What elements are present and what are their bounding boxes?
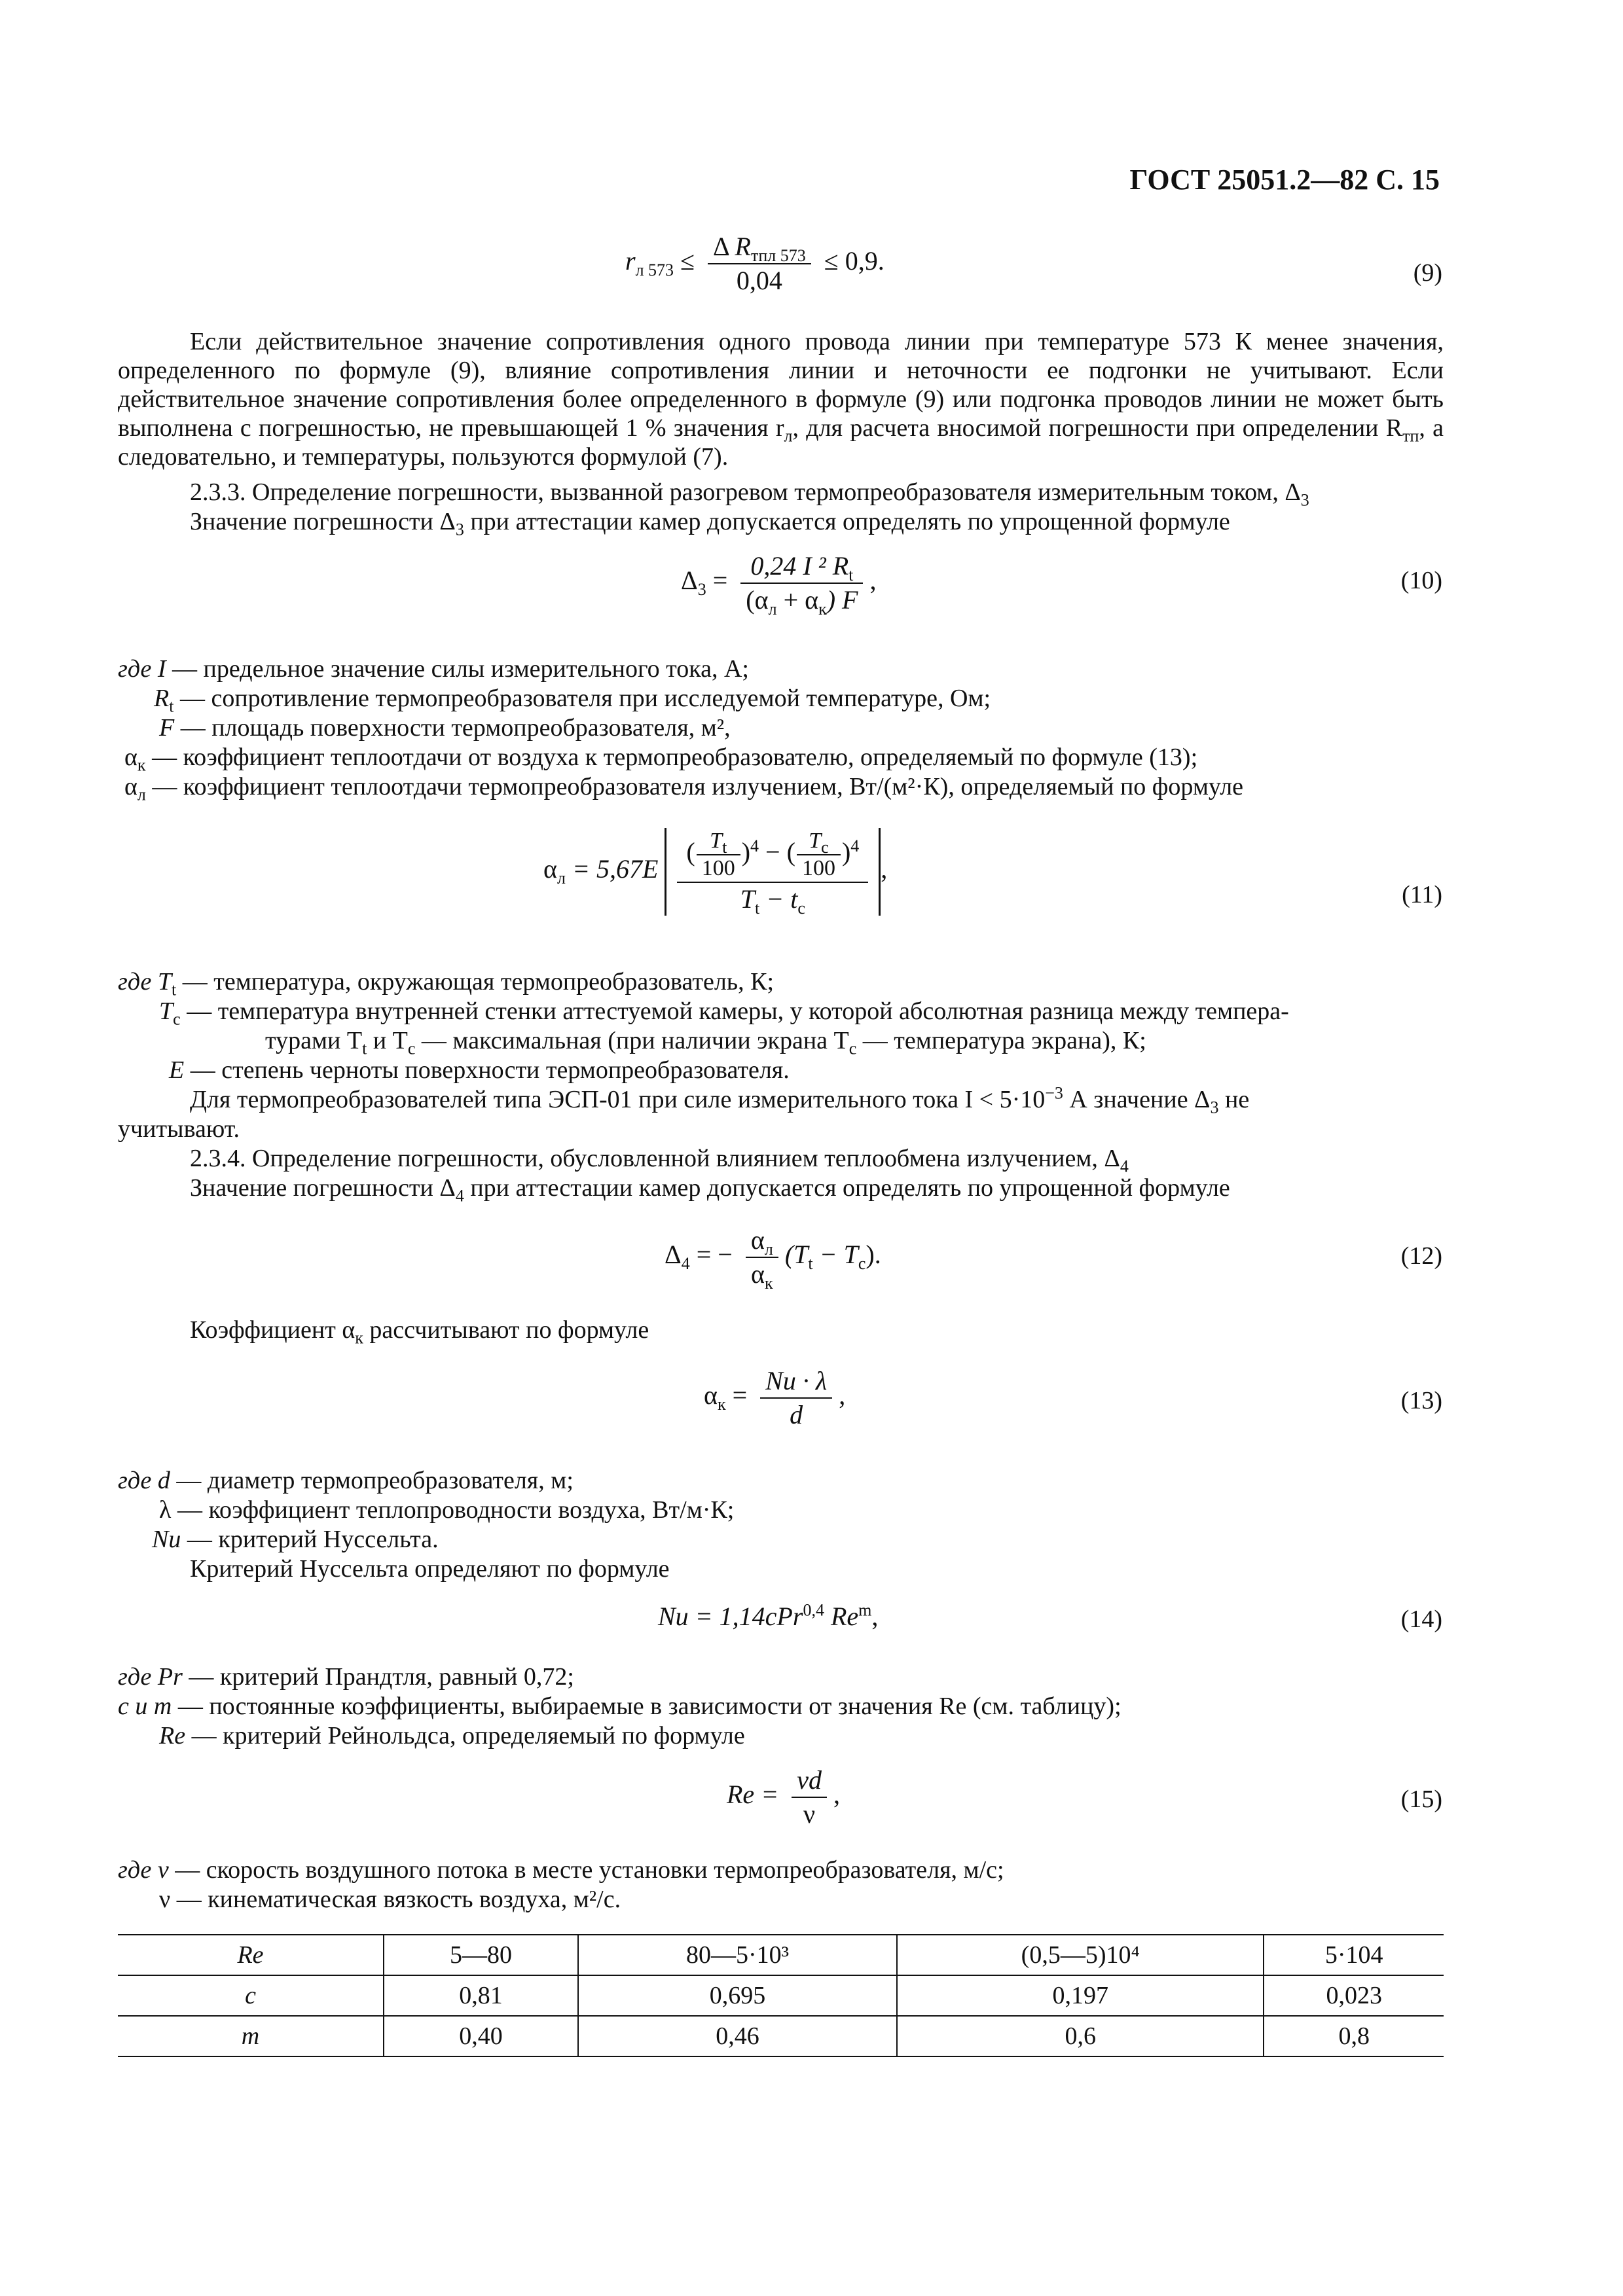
definition-I-symbol: где I — [118, 655, 166, 683]
paragraph-1-text: Если действительное значение сопротивления одного провода линии при температуре 573 К менее значения, определенного по формуле (9), влияние сопротивления линии и неточности ее подгонки не учитывают. Если действительное значение сопротивления более определенного в формуле (9) или подгонка проводов линии не может быть выполнена с погрешностью, не превышающей 1 % значения r — [118, 328, 1444, 442]
equation-number-14: (14) — [1400, 1605, 1442, 1633]
formula-10-denominator — [740, 584, 863, 617]
formula-11-den-sub2: c — [797, 899, 805, 918]
formula-11 — [543, 828, 887, 916]
paragraph-1-sub2: тп — [1402, 426, 1419, 446]
formula-12-tail-sub1: t — [808, 1254, 813, 1274]
formula-10-tail: , — [869, 565, 877, 596]
formula-11-lhs-sub: л — [556, 869, 566, 888]
formula-10-lhs: Δ — [681, 565, 698, 596]
formula-12-tail-mid: − T — [812, 1240, 858, 1270]
table-row-header: m — [118, 2016, 384, 2056]
formula-12-num: α — [750, 1225, 765, 1255]
formula-9-denominator: 0,04 — [736, 266, 782, 295]
definition-I-text: — предельное значение силы измерительного тока, А; — [166, 655, 749, 683]
definition-E-symbol: E — [169, 1056, 185, 1084]
definition-E-text: — степень черноты поверхности термопреобразователя. — [184, 1056, 790, 1084]
formula-13-numerator: Nu · λ — [760, 1365, 832, 1399]
ratio-1-den: 100 — [701, 856, 735, 880]
definition-Rt-symbol: R — [154, 685, 170, 712]
formula-14-sup: 0,4 — [803, 1600, 824, 1620]
formula-12-numerator — [746, 1224, 778, 1258]
definition-Tc-continued — [265, 1026, 1146, 1058]
formula-12-tail: (T — [784, 1240, 809, 1270]
formula-13-eq: = — [732, 1380, 748, 1410]
formula-14-mid: Re — [824, 1602, 859, 1631]
definition-Tt-sub: t — [172, 980, 177, 999]
note-esp01 — [190, 1083, 1250, 1117]
section-2-3-4-sub: 4 — [1120, 1157, 1129, 1176]
table-cell: 0,46 — [578, 2016, 897, 2056]
formula-13-lhs-sub: к — [717, 1395, 726, 1414]
table-cell: 0,695 — [578, 1975, 897, 2016]
definition-lambda — [159, 1496, 734, 1524]
definition-Nu-text: — критерий Нуссельта. — [181, 1526, 439, 1553]
definition-Tc-sub: c — [173, 1009, 181, 1029]
definition-Tc-cont-sub3: c — [848, 1039, 857, 1058]
section-2-3-3-intro-end: при аттестации камер допускается определять по упрощенной формуле — [464, 508, 1230, 535]
definition-alpha-l-sub: л — [137, 785, 146, 804]
definition-Tc-cont-sub1: t — [362, 1039, 367, 1058]
definition-alpha-l — [124, 772, 1244, 804]
ratio-2-sub: c — [821, 837, 829, 857]
definition-Rt-text: — сопротивление термопреобразователя при исследуемой температуре, Ом; — [173, 685, 991, 712]
table-cell: 0,40 — [384, 2016, 578, 2056]
formula-15-denominator: ν — [803, 1799, 816, 1829]
formula-10-eq: = — [712, 565, 728, 596]
definition-v — [118, 1856, 1004, 1884]
table-cell: 80—5·10³ — [578, 1935, 897, 1975]
table-cell: 0,81 — [384, 1975, 578, 2016]
formula-12-tail-end: ). — [866, 1240, 881, 1270]
definition-c-m — [118, 1692, 1122, 1721]
formula-9-numerator — [708, 230, 811, 264]
table-cell: 5·104 — [1264, 1935, 1444, 1975]
formula-9-fraction — [708, 230, 811, 297]
definition-Tt — [118, 967, 775, 999]
definition-Tc-symbol: T — [159, 997, 173, 1025]
formula-12-num-sub: л — [764, 1240, 773, 1259]
formula-12 — [665, 1224, 881, 1291]
formula-9 — [625, 230, 884, 297]
definition-Re-symbol: Re — [159, 1722, 186, 1749]
note-esp01-sup: −3 — [1045, 1083, 1063, 1103]
note-esp01-text: Для термопреобразователей типа ЭСП-01 при силе измерительного тока I < 5·10 — [190, 1086, 1046, 1113]
formula-11-denominator — [677, 883, 868, 916]
formula-12-den: α — [751, 1259, 765, 1289]
definition-F-symbol: F — [159, 714, 175, 742]
formula-12-fraction — [746, 1224, 778, 1291]
definition-alpha-l-text: — коэффициент теплоотдачи термопреобразователя излучением, Вт/(м²·К), определяемый по формуле — [145, 773, 1244, 800]
definition-F-text: — площадь поверхности термопреобразователя, м², — [174, 714, 731, 742]
definition-nu — [159, 1885, 621, 1914]
definition-Rt-sub: t — [169, 696, 174, 716]
formula-11-ratio-2 — [797, 828, 841, 882]
formula-10 — [681, 550, 876, 617]
formula-13-fraction — [760, 1365, 832, 1431]
definition-alpha-k — [124, 743, 1198, 775]
definition-lambda-text: — коэффициент теплопроводности воздуха, Вт/м·К; — [171, 1496, 735, 1524]
note-esp01-cont: учитывают. — [118, 1115, 240, 1143]
definition-Tc-cont-mid2: — максимальная (при наличии экрана T — [415, 1027, 849, 1054]
section-2-3-3-sub: 3 — [1300, 490, 1309, 510]
table-row-header: c — [118, 1975, 384, 2016]
ratio-1-power: 4 — [750, 836, 759, 855]
table-cell: 0,023 — [1264, 1975, 1444, 2016]
section-2-3-3-title — [190, 478, 1309, 510]
formula-11-den-sub1: t — [755, 899, 760, 918]
formula-11-numerator: ( $\frac{T_t}{100}$ )$^4$ − ( $\frac{T_c}{100}$ )$^4$ — [677, 828, 868, 883]
definition-alpha-k-sub: к — [137, 755, 146, 775]
formula-15-numerator: vd — [792, 1764, 827, 1798]
section-2-3-4-intro-sub: 4 — [455, 1186, 464, 1206]
definition-Pr-symbol: где Pr — [118, 1663, 183, 1691]
section-2-3-3-intro-sub: 3 — [455, 520, 464, 539]
formula-12-den-sub: к — [765, 1274, 773, 1293]
formula-11-den-T: T — [740, 884, 755, 914]
note-esp01-sub: 3 — [1210, 1098, 1219, 1117]
table-cell: (0,5—5)10⁴ — [897, 1935, 1264, 1975]
definition-alpha-k-text: — коэффициент теплоотдачи от воздуха к термопреобразователю, определяемый по формуле (13); — [145, 744, 1198, 771]
coefficient-line — [190, 1316, 649, 1348]
formula-10-den-sub2: к — [818, 600, 827, 619]
table-cell: 0,197 — [897, 1975, 1264, 2016]
definition-E — [169, 1056, 790, 1085]
section-2-3-3-text: 2.3.3. Определение погрешности, вызванной разогревом термопреобразователя измерительным током, Δ — [190, 478, 1301, 506]
formula-11-tail: , — [881, 854, 888, 884]
formula-9-rhs: ≤ 0,9. — [824, 246, 884, 276]
formula-10-den-mid: + α — [776, 585, 819, 615]
table-row — [118, 1935, 1444, 1975]
ratio-1-T: T — [710, 829, 723, 853]
table-cell: 0,8 — [1264, 2016, 1444, 2056]
definition-Tc-cont-end: — температура экрана), К; — [856, 1027, 1146, 1054]
formula-15-fraction — [792, 1764, 827, 1831]
definition-Tc-cont-a: турами T — [265, 1027, 363, 1054]
formula-10-den-a: (α — [746, 585, 769, 615]
formula-12-eq: = − — [696, 1240, 733, 1270]
formula-10-den-sub1: л — [768, 600, 777, 619]
coefficients-table — [118, 1934, 1444, 2057]
formula-14-tail: , — [871, 1602, 879, 1631]
formula-11-minus: − — [765, 837, 780, 867]
formula-14 — [658, 1602, 878, 1631]
definition-v-text: — скорость воздушного потока в месте установки термопреобразователя, м/с; — [168, 1856, 1004, 1884]
formula-12-lhs-sub: 4 — [681, 1254, 690, 1274]
ratio-1-sub: t — [722, 837, 727, 857]
formula-11-ratio-1 — [697, 828, 740, 882]
definition-d-symbol: где d — [118, 1467, 170, 1494]
formula-10-den-end: ) F — [826, 585, 858, 615]
paragraph-line-resistance — [118, 327, 1444, 471]
definition-v-symbol: где v — [118, 1856, 169, 1884]
paragraph-1-end: , а следовательно, и температуры, пользуются формулой (7). — [118, 414, 1444, 471]
resistance-symbol: R — [735, 232, 751, 261]
formula-10-fraction — [740, 550, 863, 617]
definition-Nu-symbol: Nu — [152, 1526, 181, 1553]
section-2-3-4-intro — [190, 1174, 1230, 1206]
formula-14-text: Nu = 1,14cPr — [658, 1602, 803, 1631]
definition-d — [118, 1466, 574, 1495]
definition-Nu — [152, 1525, 439, 1554]
equation-number-13: (13) — [1400, 1387, 1442, 1414]
definition-nu-text: — кинематическая вязкость воздуха, м²/с. — [170, 1886, 621, 1913]
definition-Tt-text: — температура, окружающая термопреобразователь, К; — [176, 968, 775, 996]
formula-12-denominator — [746, 1258, 778, 1291]
coefficient-line-sub: к — [355, 1328, 363, 1348]
definition-F — [159, 713, 731, 742]
equation-number-11: (11) — [1402, 881, 1442, 908]
formula-15-tail: , — [833, 1780, 840, 1810]
paragraph-1-tail: , для расчета вносимой погрешности при определении R — [792, 414, 1403, 442]
formula-9-lhs: r — [625, 246, 636, 276]
section-2-3-3-intro-text: Значение погрешности Δ — [190, 508, 456, 535]
delta-symbol: Δ — [713, 232, 729, 261]
ratio-1-num — [697, 828, 740, 855]
section-2-3-4-intro-end: при аттестации камер допускается определять по упрощенной формуле — [464, 1174, 1230, 1202]
definition-d-text: — диаметр термопреобразователя, м; — [170, 1467, 574, 1494]
formula-11-fraction — [677, 828, 868, 916]
definition-Tt-symbol: где T — [118, 968, 172, 996]
definition-Pr — [118, 1662, 574, 1691]
ratio-2-T: T — [809, 829, 822, 853]
paragraph-1-sub: л — [784, 426, 793, 446]
equation-number-9: (9) — [1413, 259, 1442, 287]
nusselt-line: Критерий Нуссельта определяют по формуле — [190, 1555, 670, 1583]
formula-11-absolute-value — [665, 828, 881, 916]
formula-9-num-sub: тпл 573 — [750, 246, 806, 265]
definition-Tc-cont-sub2: c — [407, 1039, 416, 1058]
definition-Re — [159, 1721, 745, 1750]
table-cell: 5—80 — [384, 1935, 578, 1975]
formula-13-tail: , — [839, 1380, 846, 1410]
definition-Re-text: — критерий Рейнольдса, определяемый по формуле — [185, 1722, 745, 1749]
section-2-3-4-intro-text: Значение погрешности Δ — [190, 1174, 456, 1202]
formula-11-lhs: α — [543, 854, 557, 884]
formula-9-lhs-sub: л 573 — [635, 260, 674, 280]
definition-c-m-text: — постоянные коэффициенты, выбираемые в зависимости от значения Re (см. таблицу); — [172, 1693, 1122, 1720]
formula-10-lhs-sub: 3 — [697, 580, 706, 600]
definition-Pr-text: — критерий Прандтля, равный 0,72; — [182, 1663, 574, 1691]
definition-alpha-k-symbol: α — [124, 744, 137, 771]
definition-c-m-symbol: c и m — [118, 1693, 172, 1720]
page-header: ГОСТ 25051.2—82 С. 15 — [1129, 164, 1440, 196]
definition-alpha-l-symbol: α — [124, 773, 137, 800]
formula-15-lhs: Re = — [727, 1780, 779, 1810]
definition-Rt — [154, 684, 991, 716]
table-row-header: Re — [118, 1935, 384, 1975]
formula-15 — [727, 1764, 840, 1831]
ratio-2-den: 100 — [801, 856, 835, 880]
definition-Tc — [159, 997, 1289, 1029]
formula-10-num-text: 0,24 I ² R — [750, 551, 849, 581]
table-row — [118, 1975, 1444, 2016]
formula-12-tail-sub2: c — [858, 1254, 866, 1274]
definition-lambda-symbol: λ — [159, 1496, 172, 1524]
definition-Tc-cont-mid: и T — [367, 1027, 408, 1054]
definition-Tc-text: — температура внутренней стенки аттестуемой камеры, у которой абсолютная разница между темпера- — [180, 997, 1289, 1025]
formula-13-denominator: d — [790, 1400, 803, 1429]
note-esp01-end: А значение Δ — [1063, 1086, 1211, 1113]
ratio-2-power: 4 — [850, 836, 860, 855]
definition-nu-symbol: ν — [159, 1886, 171, 1913]
table-cell: 0,6 — [897, 2016, 1264, 2056]
formula-11-den-mid: − t — [759, 884, 798, 914]
formula-13 — [704, 1365, 845, 1431]
formula-10-numerator — [740, 550, 863, 584]
table-row — [118, 2016, 1444, 2056]
formula-12-lhs: Δ — [665, 1240, 682, 1270]
formula-13-lhs: α — [704, 1380, 718, 1410]
formula-9-le: ≤ — [680, 246, 695, 276]
formula-14-sup2: m — [858, 1600, 872, 1620]
equation-number-15: (15) — [1400, 1785, 1442, 1813]
section-2-3-4-text: 2.3.4. Определение погрешности, обусловленной влиянием теплообмена излучением, Δ — [190, 1145, 1120, 1172]
formula-11-eq: = 5,67E — [572, 854, 659, 884]
equation-number-10: (10) — [1400, 567, 1442, 594]
equation-number-12: (12) — [1400, 1242, 1442, 1270]
ratio-2-num — [797, 828, 841, 855]
note-esp01-tail: не — [1218, 1086, 1250, 1113]
section-2-3-3-intro — [190, 507, 1230, 539]
formula-10-num-sub: t — [848, 565, 854, 584]
section-2-3-4-title — [190, 1144, 1129, 1176]
coefficient-line-end: рассчитывают по формуле — [363, 1316, 649, 1344]
coefficient-line-text: Коэффициент α — [190, 1316, 356, 1344]
definition-I — [118, 655, 749, 683]
